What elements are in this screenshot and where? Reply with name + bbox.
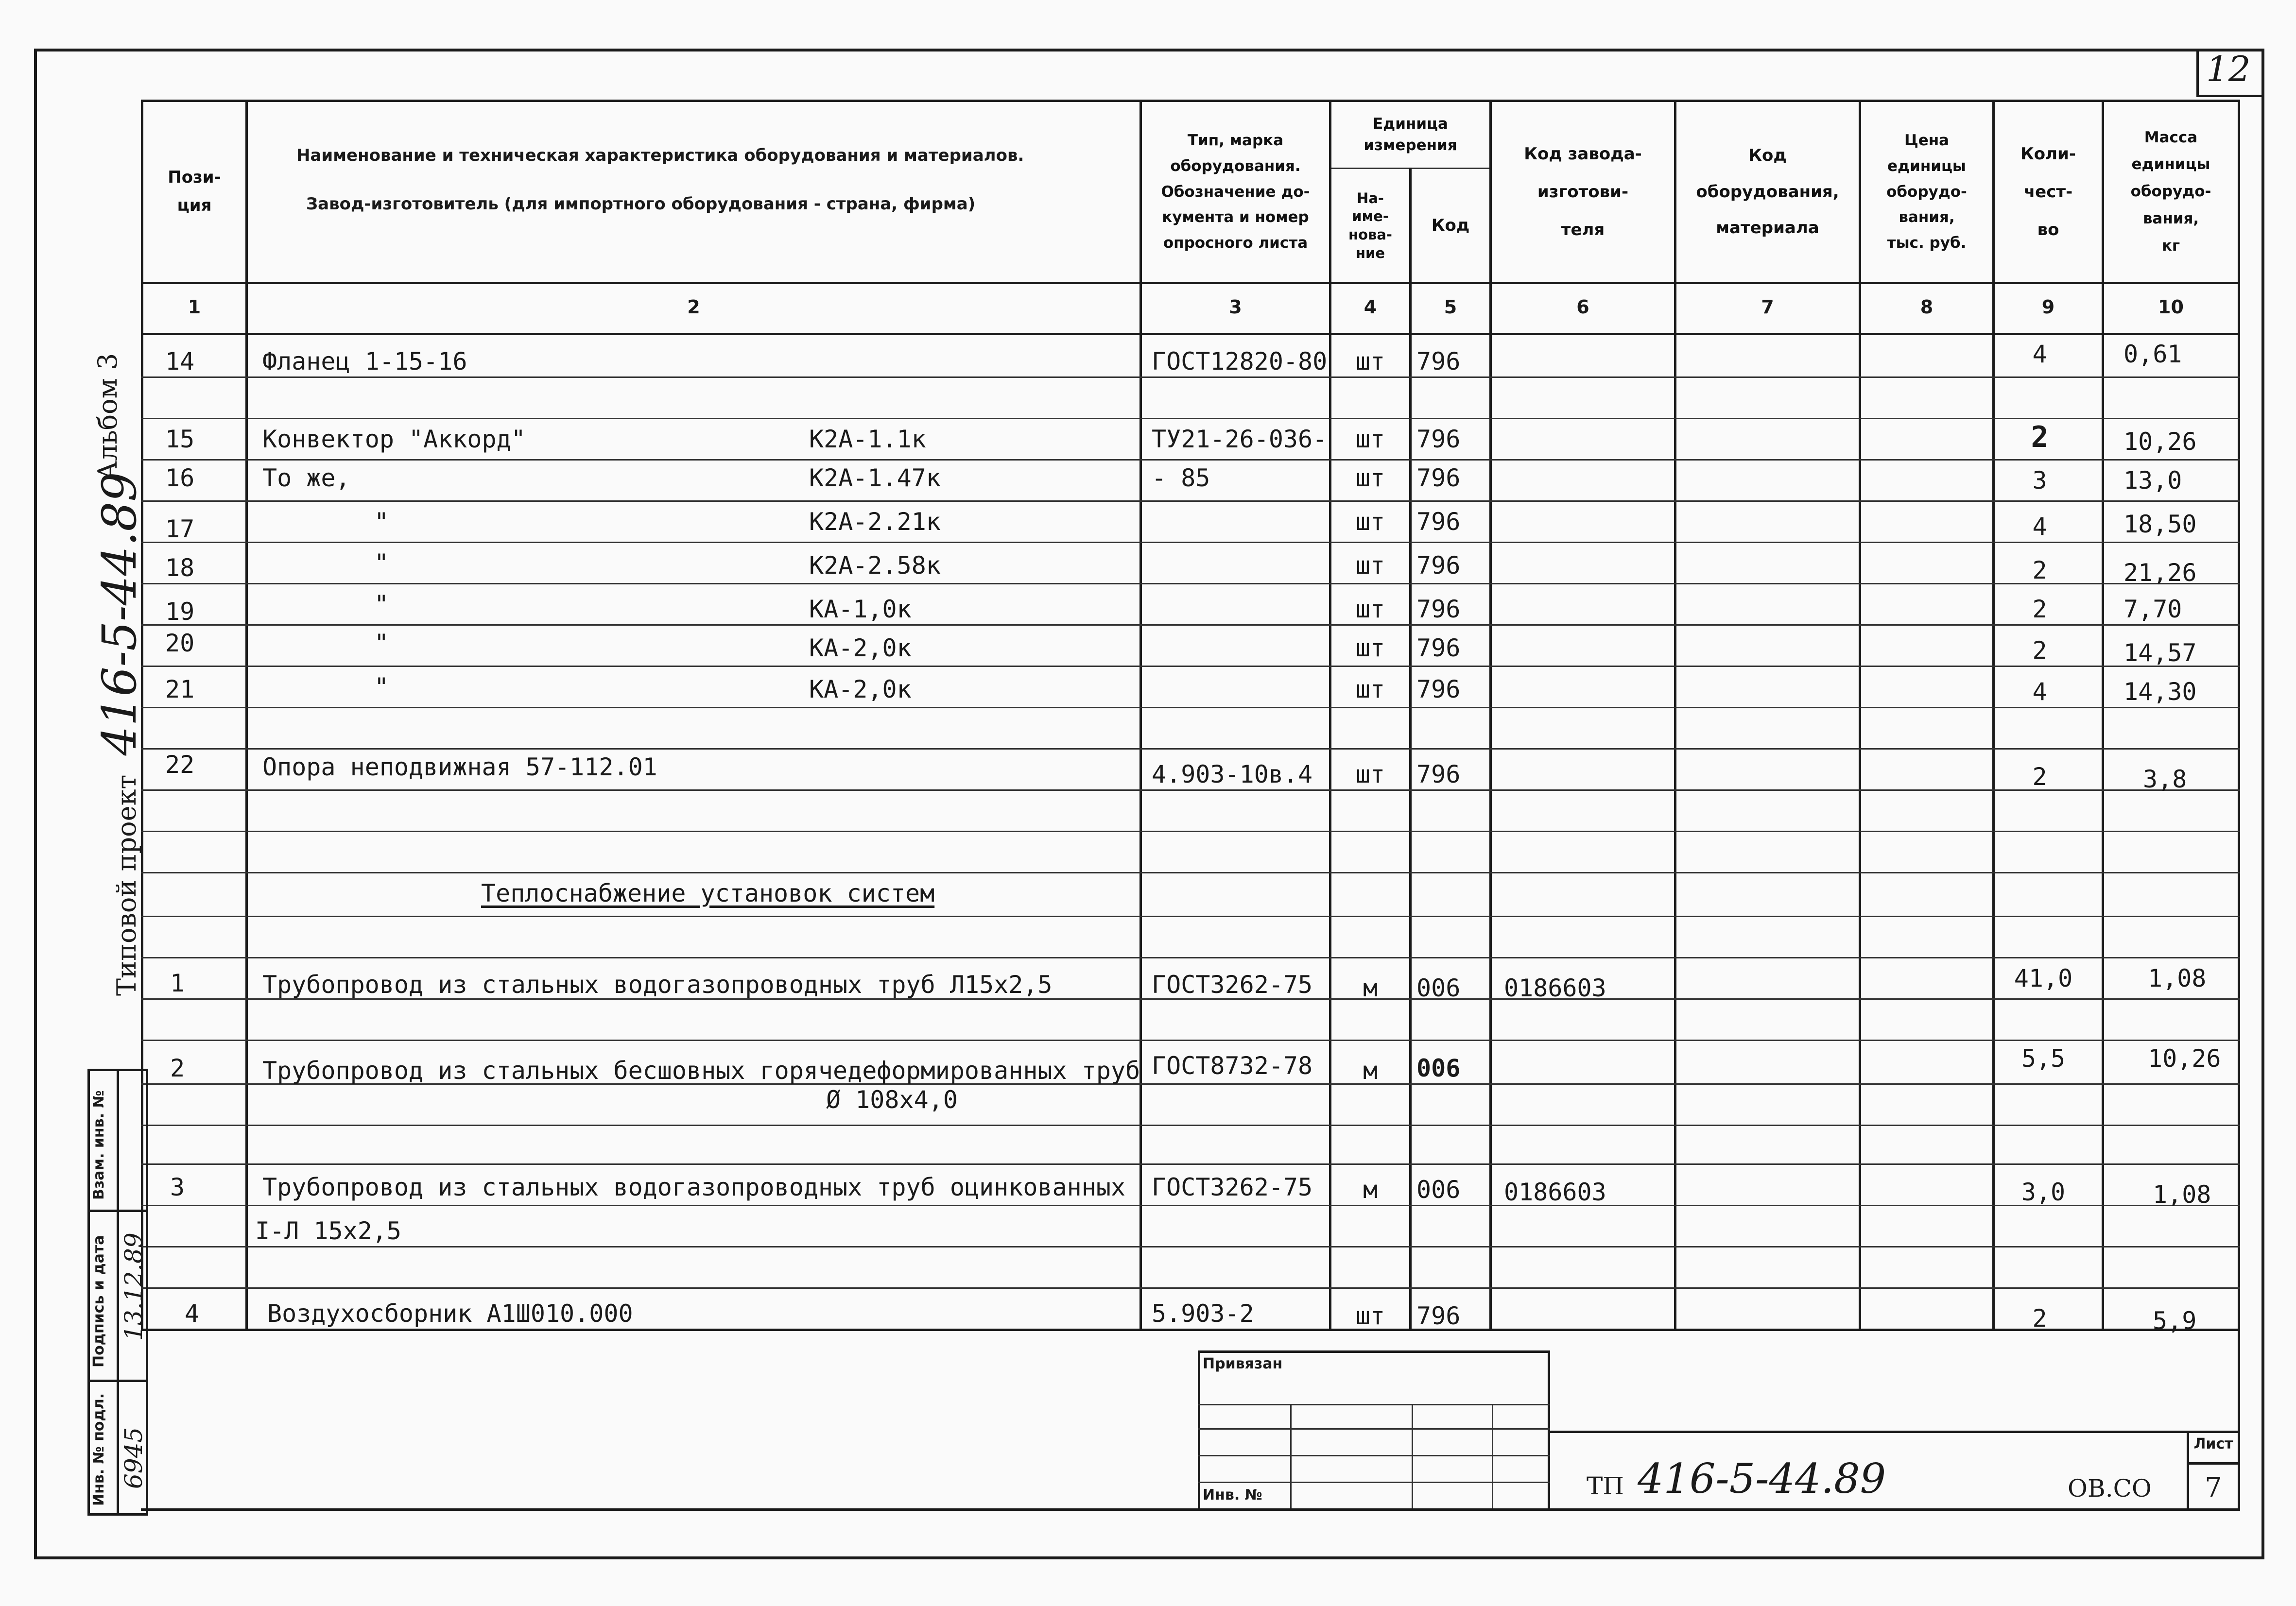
- row-unit: шт: [1355, 1302, 1385, 1330]
- col-line-5: [1489, 100, 1492, 1331]
- row-quantity: 4: [2032, 513, 2047, 541]
- row-position: 17: [165, 515, 195, 543]
- row-mark: К2А-2.21к: [809, 508, 941, 536]
- row-line: [141, 872, 2240, 873]
- header-unit-name: На- име- нова- ние: [1348, 189, 1392, 261]
- doc-code: ОВ.СО: [2068, 1474, 2152, 1503]
- row-code: 006: [1416, 974, 1461, 1002]
- row-name: Трубопровод из стальных водогазопроводных труб Л15х2,5: [262, 971, 1053, 999]
- row-mass: 3,8: [2143, 765, 2187, 793]
- row-quantity: 4: [2032, 678, 2047, 706]
- row-quantity: 2: [2032, 763, 2047, 791]
- row-code: 796: [1416, 1302, 1461, 1330]
- row-quantity: 41,0: [2014, 964, 2073, 992]
- project-prefix: Типовой проект: [111, 774, 142, 996]
- row-quantity: 2: [2032, 636, 2047, 665]
- sheet-label: Лист: [2193, 1435, 2233, 1452]
- attached-row-line: [1198, 1428, 1550, 1430]
- row-continuation: Ø 108х4,0: [826, 1086, 958, 1114]
- row-code: 796: [1416, 551, 1461, 580]
- table-bottom-line: [141, 1329, 2240, 1331]
- row-mass: 7,70: [2123, 595, 2182, 623]
- header-equipment-code: Код оборудования, материала: [1696, 145, 1839, 238]
- title-block-top: [1550, 1431, 2240, 1433]
- row-quantity: 4: [2032, 340, 2047, 368]
- header-unit-group: Единица измерения: [1364, 115, 1457, 154]
- row-line: [141, 916, 2240, 917]
- sheet-number: 7: [2205, 1472, 2222, 1503]
- row-quantity: 3,0: [2021, 1178, 2066, 1206]
- row-name: Опора неподвижная 57-112.01: [262, 753, 657, 781]
- row-doc: ГОСТ3262-75: [1152, 971, 1313, 999]
- row-line: [141, 1287, 2240, 1289]
- row-code: 006: [1416, 1054, 1461, 1082]
- header-plant-code: Код завода- изготови- теля: [1524, 144, 1642, 240]
- column-number: 7: [1761, 296, 1774, 318]
- col-line-2: [1139, 100, 1142, 1331]
- stamp-label-inv: Инв. № подл.: [90, 1393, 107, 1506]
- sheet-corner-number: 12: [2206, 49, 2251, 89]
- row-doc: 4.903-10в.4: [1152, 760, 1313, 788]
- row-unit: шт: [1355, 760, 1385, 788]
- row-mass: 1,08: [2148, 964, 2207, 992]
- row-code: 796: [1416, 760, 1461, 788]
- doc-prefix: ТП: [1587, 1472, 1624, 1500]
- row-line: [141, 500, 2240, 502]
- row-position: 4: [185, 1299, 200, 1328]
- row-mass: 21,26: [2123, 559, 2197, 587]
- stamp-label-sign: Подпись и дата: [90, 1235, 107, 1367]
- row-doc: ГОСТ3262-75: [1152, 1173, 1313, 1201]
- column-number: 3: [1229, 296, 1242, 318]
- row-line: [141, 957, 2240, 958]
- row-line: [141, 666, 2240, 667]
- attached-row-line: [1198, 1455, 1550, 1456]
- row-position: 14: [165, 347, 195, 376]
- row-unit: шт: [1355, 675, 1385, 703]
- column-number: 6: [1576, 296, 1589, 318]
- row-position: 20: [165, 629, 195, 657]
- row-position: 3: [170, 1173, 185, 1201]
- col-line-9: [2102, 100, 2104, 1331]
- row-position: 16: [165, 464, 195, 492]
- row-quantity: 5,5: [2021, 1044, 2066, 1073]
- row-name: ": [374, 590, 389, 618]
- attached-row-line: [1198, 1482, 1550, 1483]
- row-name: ": [374, 508, 389, 536]
- row-unit: шт: [1355, 347, 1385, 376]
- row-mass: 10,26: [2148, 1044, 2221, 1073]
- row-mass: 1,08: [2153, 1180, 2211, 1209]
- row-name: Фланец 1-15-16: [262, 347, 467, 376]
- header-name-line1: Наименование и техническая характеристика оборудования и материалов.: [296, 146, 1024, 165]
- column-number: 4: [1364, 296, 1377, 318]
- attached-col-line: [1290, 1404, 1292, 1508]
- stamp-divider: [117, 1069, 119, 1516]
- row-doc: 5.903-2: [1152, 1299, 1254, 1328]
- column-number: 9: [2041, 296, 2055, 318]
- row-mark: КА-1,0к: [809, 595, 912, 623]
- col-line-3: [1329, 100, 1331, 1331]
- row-mark: К2А-2.58к: [809, 551, 941, 580]
- col-line-7: [1859, 100, 1861, 1331]
- row-unit: м: [1363, 1057, 1378, 1085]
- row-line: [141, 1205, 2240, 1206]
- row-line: [141, 542, 2240, 543]
- row-code: 796: [1416, 595, 1461, 623]
- column-number: 1: [188, 296, 201, 318]
- column-number: 2: [687, 296, 700, 318]
- stamp-label-replace: Взам. инв. №: [90, 1090, 107, 1200]
- row-doc: ГОСТ12820-80: [1152, 347, 1328, 376]
- row-unit: шт: [1355, 464, 1385, 492]
- row-doc: - 85: [1152, 464, 1210, 492]
- row-line: [141, 1040, 2240, 1041]
- stamp-sign-date: 13.12.89: [120, 1232, 148, 1341]
- doc-number: 416-5-44.89: [1638, 1455, 1886, 1503]
- row-name: ": [374, 549, 389, 577]
- header-quantity: Коли- чест- во: [2020, 144, 2076, 240]
- stamp-inv-number: 6945: [120, 1427, 148, 1489]
- row-position: 19: [165, 598, 195, 626]
- row-code: 796: [1416, 347, 1461, 376]
- row-quantity: 3: [2032, 466, 2047, 495]
- project-number: 416-5-44.89: [92, 472, 147, 756]
- row-code: 796: [1416, 675, 1461, 703]
- row-position: 15: [165, 425, 195, 453]
- row-doc: ТУ21-26-036-: [1152, 425, 1328, 453]
- sheet-box-divider: [2187, 1462, 2240, 1465]
- col-line-1: [245, 100, 248, 1331]
- row-unit: шт: [1355, 595, 1385, 623]
- row-mass: 14,57: [2123, 639, 2197, 667]
- row-unit: шт: [1355, 508, 1385, 536]
- row-name: Трубопровод из стальных бесшовных горячедеформированных труб: [262, 1057, 1140, 1085]
- row-mark: К2А-1.47к: [809, 464, 941, 492]
- bottom-strip-bottom: [141, 1508, 2240, 1511]
- header-unit-price: Цена единицы оборудо- вания, тыс. руб.: [1886, 132, 1967, 252]
- row-plant-code: 0186603: [1504, 974, 1606, 1002]
- row-unit: м: [1363, 974, 1378, 1002]
- row-code: 006: [1416, 1176, 1461, 1204]
- attached-col-line: [1492, 1404, 1493, 1508]
- row-position: 18: [165, 554, 195, 582]
- row-code: 796: [1416, 464, 1461, 492]
- row-mass: 5,9: [2153, 1307, 2197, 1335]
- row-plant-code: 0186603: [1504, 1178, 1606, 1206]
- row-name: То же,: [262, 464, 350, 492]
- row-quantity: 2: [2032, 595, 2047, 623]
- row-name: Конвектор "Аккорд": [262, 425, 526, 453]
- row-line: [141, 459, 2240, 461]
- row-position: 1: [170, 969, 185, 997]
- row-line: [141, 1125, 2240, 1126]
- section-title: Теплоснабжение установок систем: [481, 879, 935, 907]
- col-line-10: [2238, 100, 2240, 1331]
- row-mark: КА-2,0к: [809, 634, 912, 662]
- row-line: [141, 831, 2240, 832]
- row-unit: шт: [1355, 425, 1385, 453]
- row-mark: КА-2,0к: [809, 675, 912, 703]
- row-line: [141, 748, 2240, 750]
- row-name: ": [374, 673, 389, 701]
- inv-label: Инв. №: [1203, 1486, 1262, 1503]
- stamp-row-line: [87, 1210, 148, 1212]
- row-position: 21: [165, 675, 195, 703]
- row-line: [141, 1163, 2240, 1165]
- header-name-line2: Завод-изготовитель (для импортного оборудования - страна, фирма): [306, 194, 976, 214]
- attached-col-line: [1412, 1404, 1413, 1508]
- row-mass: 0,61: [2123, 340, 2182, 368]
- row-code: 796: [1416, 634, 1461, 662]
- album-label: [92, 353, 123, 481]
- row-line: [141, 624, 2240, 626]
- row-unit: м: [1363, 1176, 1378, 1204]
- row-position: 2: [170, 1054, 185, 1082]
- row-mass: 18,50: [2123, 510, 2197, 538]
- row-position: 22: [165, 751, 195, 779]
- row-mass: 13,0: [2123, 466, 2182, 495]
- row-unit: шт: [1355, 551, 1385, 580]
- header-name-block: [248, 102, 1139, 282]
- row-quantity: 2: [2032, 1304, 2047, 1333]
- attached-row-line: [1198, 1404, 1550, 1405]
- header-position: Пози- ция: [168, 168, 221, 215]
- row-name: ": [374, 629, 389, 657]
- col-line-8: [1992, 100, 1995, 1331]
- row-line: [141, 583, 2240, 584]
- column-number: 8: [1920, 296, 1933, 318]
- colnum-bottom-line: [141, 333, 2240, 335]
- attached-label: Привязан: [1203, 1355, 1283, 1372]
- row-line: [141, 789, 2240, 791]
- row-code: 796: [1416, 508, 1461, 536]
- header-type-mark: Тип, марка оборудования. Обозначение до- кумента и номер опросного листа: [1161, 132, 1310, 252]
- column-number: 10: [2158, 296, 2184, 318]
- row-name: Трубопровод из стальных водогазопроводных труб оцинкованных: [262, 1173, 1126, 1201]
- header-bottom-line: [141, 282, 2240, 284]
- album-text: Альбом 3: [92, 353, 123, 481]
- row-continuation: I-Л 15х2,5: [255, 1217, 402, 1245]
- row-code: 796: [1416, 425, 1461, 453]
- row-line: [141, 376, 2240, 378]
- row-quantity: 2: [2031, 420, 2049, 454]
- stamp-row-line: [87, 1380, 148, 1382]
- row-line: [141, 1246, 2240, 1247]
- col-line-6: [1674, 100, 1676, 1331]
- row-line: [141, 418, 2240, 419]
- row-mass: 10,26: [2123, 427, 2197, 456]
- row-line: [141, 707, 2240, 708]
- header-unit-code: Код: [1431, 216, 1470, 236]
- row-mark: К2А-1.1к: [809, 425, 926, 453]
- row-mass: 14,30: [2123, 678, 2197, 706]
- row-quantity: 2: [2032, 556, 2047, 584]
- header-unit-mass: Масса единицы оборудо- вания, кг: [2130, 128, 2211, 255]
- row-doc: ГОСТ8732-78: [1152, 1052, 1313, 1080]
- row-unit: шт: [1355, 634, 1385, 662]
- column-number: 5: [1444, 296, 1457, 318]
- row-name: Воздухосборник А1Ш010.000: [267, 1299, 633, 1328]
- project-label: [92, 472, 147, 996]
